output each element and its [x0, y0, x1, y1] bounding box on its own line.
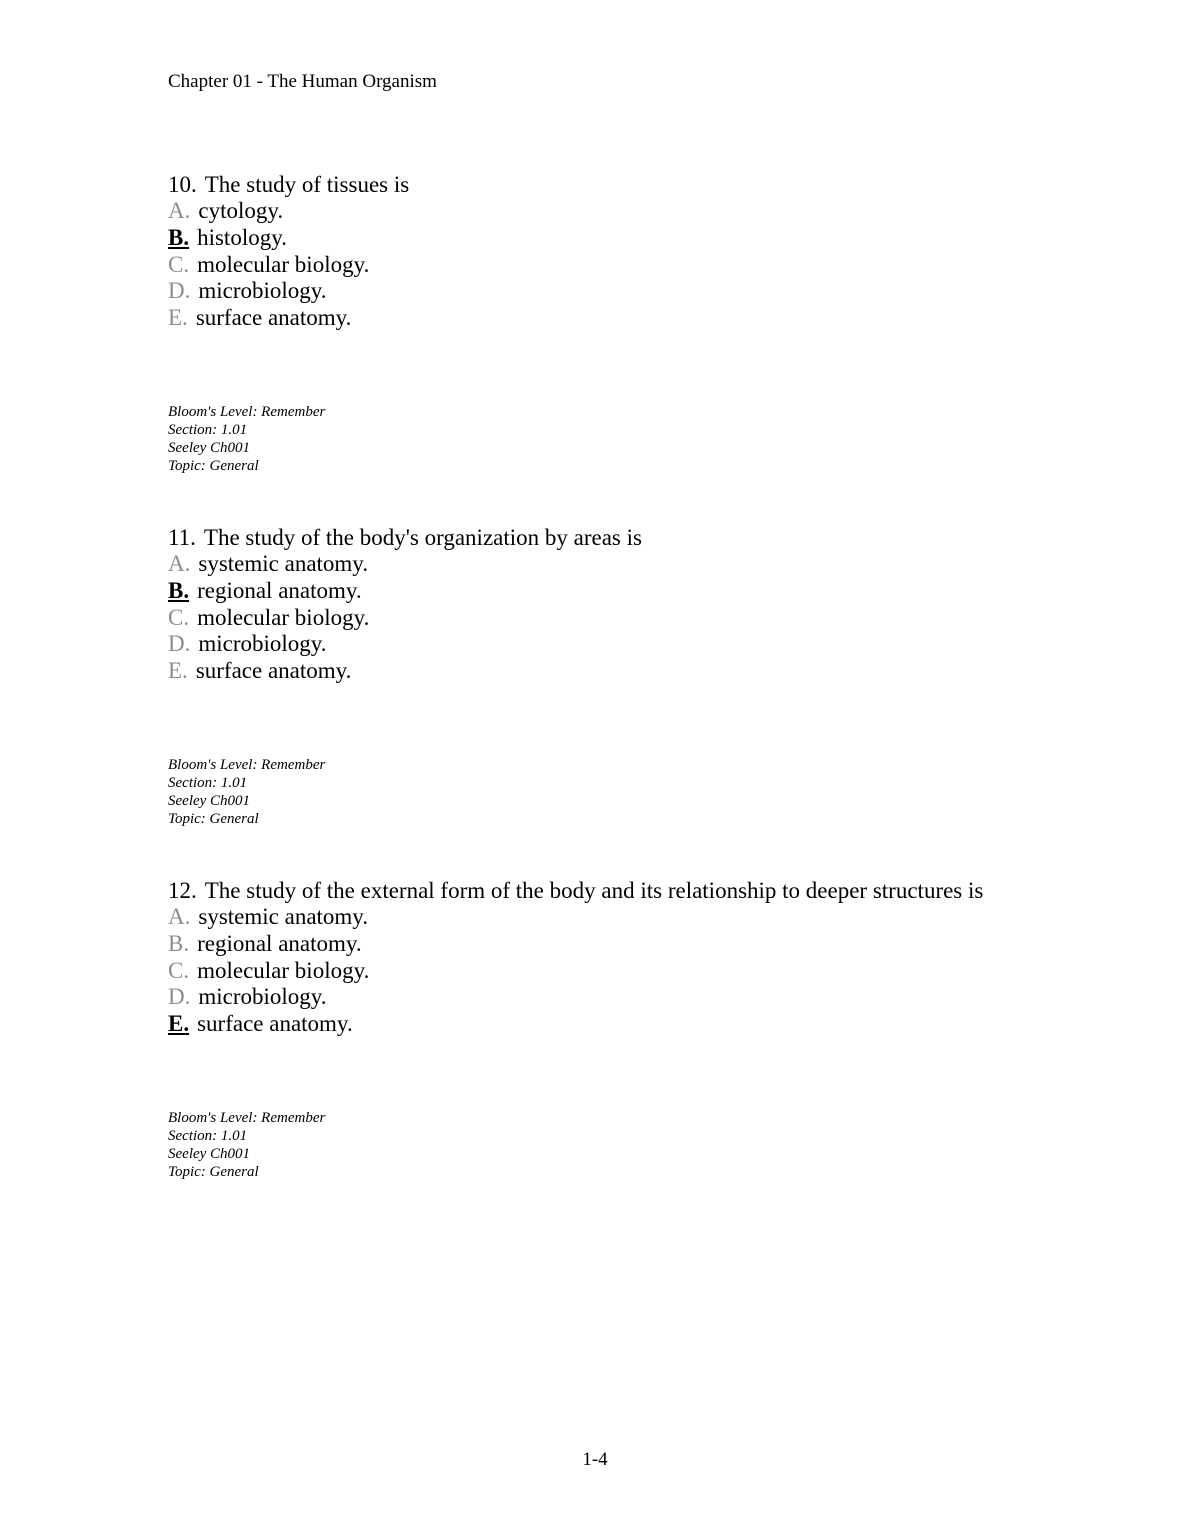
option-text: surface anatomy.: [195, 658, 352, 684]
question-number: 11.: [168, 525, 196, 550]
option-text: microbiology.: [198, 984, 327, 1010]
option-text: molecular biology.: [197, 604, 370, 630]
question-number: 10.: [168, 172, 197, 197]
option-list: [168, 551, 1128, 685]
question-metadata: [168, 756, 325, 828]
option-text: molecular biology.: [197, 957, 370, 983]
option-d: [168, 278, 1128, 305]
option-text: surface anatomy.: [195, 305, 352, 331]
option-letter-correct: B.: [168, 224, 190, 250]
source-label: Seeley Ch001: [168, 440, 251, 456]
option-b: [168, 578, 1128, 605]
page-number: 1-4: [582, 1449, 608, 1470]
option-letter: D.: [168, 278, 191, 304]
section-label: Section: 1.01: [168, 775, 248, 791]
option-text: systemic anatomy.: [198, 904, 369, 929]
option-e: [168, 658, 1128, 685]
option-letter: A.: [168, 551, 191, 576]
option-a: [168, 198, 1128, 225]
blooms-level: Bloom's Level: Remember: [168, 757, 326, 773]
question-12: [168, 877, 1128, 1038]
option-text: cytology.: [198, 198, 284, 223]
question-11: [168, 524, 1128, 685]
option-text: regional anatomy.: [197, 577, 362, 603]
option-letter: C.: [168, 957, 190, 983]
option-text: surface anatomy.: [197, 1011, 353, 1037]
option-letter: B.: [168, 930, 190, 956]
option-text: microbiology.: [198, 631, 327, 657]
option-letter: C.: [168, 251, 190, 277]
option-letter: A.: [168, 904, 191, 929]
option-b: [168, 225, 1128, 252]
option-c: [168, 958, 1128, 985]
option-a: [168, 551, 1128, 578]
option-text: molecular biology.: [197, 251, 370, 277]
topic-label: Topic: General: [168, 811, 259, 827]
option-a: [168, 904, 1128, 931]
question-text: The study of the external form of the body and its relationship to deeper structures is: [204, 878, 984, 903]
option-c: [168, 252, 1128, 279]
topic-label: Topic: General: [168, 458, 259, 474]
option-e: [168, 305, 1128, 332]
option-text: histology.: [197, 224, 287, 250]
option-letter: A.: [168, 198, 191, 223]
source-label: Seeley Ch001: [168, 793, 251, 809]
chapter-header: Chapter 01 - The Human Organism: [168, 71, 437, 92]
question-stem: [168, 877, 1128, 904]
option-list: [168, 904, 1128, 1038]
question-stem: [168, 171, 1128, 198]
option-text: microbiology.: [198, 278, 327, 304]
blooms-level: Bloom's Level: Remember: [168, 1110, 326, 1126]
topic-label: Topic: General: [168, 1164, 259, 1180]
option-letter: C.: [168, 604, 190, 630]
option-text: regional anatomy.: [197, 930, 362, 956]
section-label: Section: 1.01: [168, 422, 248, 438]
option-letter-correct: E.: [168, 1011, 190, 1037]
source-label: Seeley Ch001: [168, 1146, 251, 1162]
question-metadata: [168, 1109, 325, 1181]
option-letter: E.: [168, 658, 188, 684]
question-text: The study of tissues is: [204, 172, 410, 197]
option-d: [168, 984, 1128, 1011]
question-stem: [168, 524, 1128, 551]
question-text: The study of the body's organization by areas is: [203, 525, 642, 550]
question-metadata: [168, 403, 325, 475]
question-number: 12.: [168, 878, 197, 903]
question-10: [168, 171, 1128, 332]
option-letter: D.: [168, 984, 191, 1010]
blooms-level: Bloom's Level: Remember: [168, 404, 326, 420]
option-b: [168, 931, 1128, 958]
option-c: [168, 605, 1128, 632]
option-letter: D.: [168, 631, 191, 657]
option-text: systemic anatomy.: [198, 551, 369, 576]
option-letter-correct: B.: [168, 577, 190, 603]
section-label: Section: 1.01: [168, 1128, 248, 1144]
option-list: [168, 198, 1128, 332]
option-letter: E.: [168, 305, 188, 331]
option-d: [168, 631, 1128, 658]
option-e: [168, 1011, 1128, 1038]
